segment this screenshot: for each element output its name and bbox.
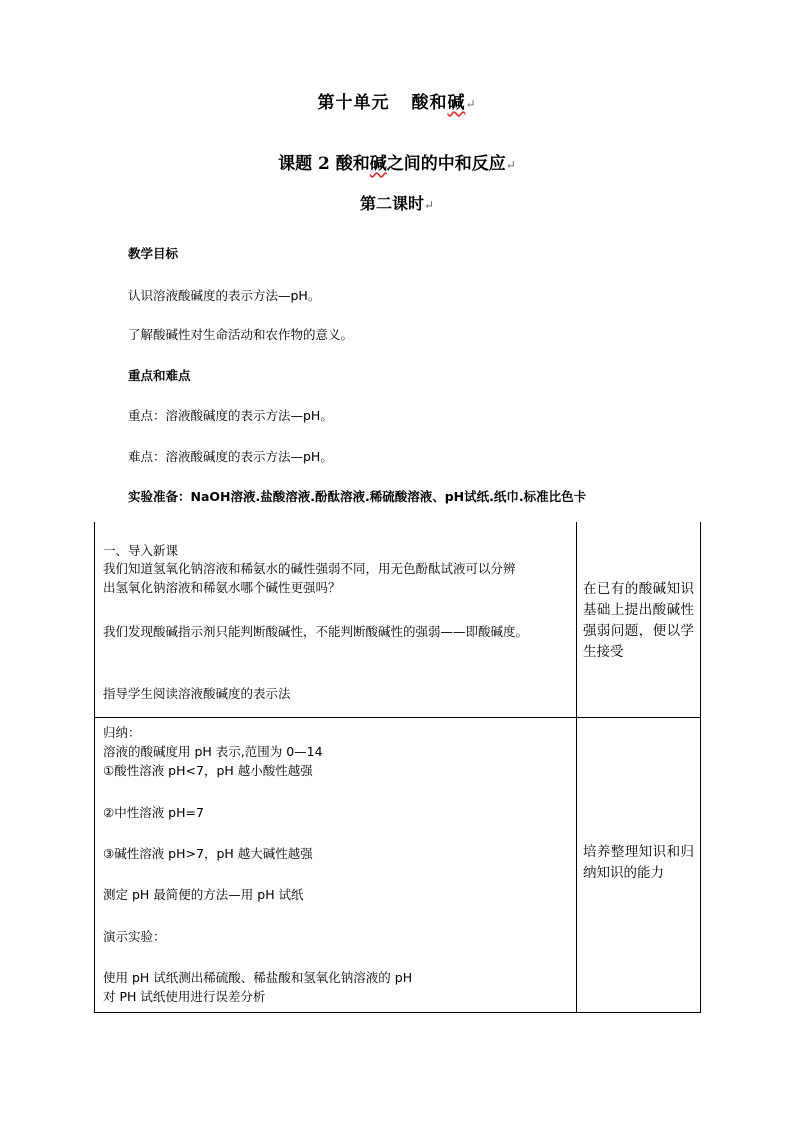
row2-line: 归纳： (103, 725, 141, 740)
table-row (95, 522, 701, 718)
row2-side-note: 培养整理知识和归纳知识的能力 (583, 844, 694, 881)
lesson-name: 酸和 (335, 154, 370, 174)
objective-2: 了解酸碱性对生命活动和农作物的意义。 (128, 327, 354, 342)
materials: 实验准备：NaOH溶液.盐酸溶液.酚酞溶液.稀硫酸溶液、pH试纸.纸巾.标准比色卡 (128, 489, 587, 504)
paragraph-mark: ↵ (423, 198, 435, 212)
unit-name: 酸和 (411, 93, 448, 113)
paragraph-mark: ↵ (505, 158, 516, 172)
key-heading: 重点和难点 (128, 368, 191, 383)
row2-line: 溶液的酸碱度用 pH 表示,范围为 0—14 (103, 744, 323, 759)
period-title (0, 191, 794, 214)
lesson-table (94, 522, 700, 1012)
row2-line: ②中性溶液 pH=7 (103, 805, 204, 820)
row2-line: 测定 pH 最简便的方法—用 pH 试纸 (103, 887, 304, 902)
row2-line: 使用 pH 试纸测出稀硫酸、稀盐酸和氢氧化钠溶液的 pH (103, 970, 413, 985)
key-point: 重点：溶液酸碱度的表示方法—pH。 (128, 408, 333, 423)
unit-prefix: 第十单元 (317, 93, 390, 113)
unit-name-marked: 碱 (447, 93, 466, 113)
lesson-name-rest: 之间的中和反应 (386, 154, 506, 174)
lesson-name-marked: 碱 (369, 154, 387, 174)
row2-line: 演示实验： (103, 929, 166, 944)
lesson-title (0, 149, 794, 174)
row2-line: ①酸性溶液 pH<7，pH 越小酸性越强 (103, 763, 313, 778)
table-row (95, 718, 701, 1013)
difficult-point: 难点：溶液酸碱度的表示方法—pH。 (128, 449, 333, 464)
period-text: 第二课时 (359, 194, 424, 213)
row2-line: 对 PH 试纸使用进行误差分析 (103, 989, 266, 1004)
objective-1: 认识溶液酸碱度的表示方法—pH。 (128, 288, 321, 303)
table-cell-main (95, 718, 577, 1013)
table-cell-side (577, 522, 701, 718)
objectives-heading: 教学目标 (128, 246, 179, 261)
table-cell-main (95, 522, 577, 718)
row1-line: 指导学生阅读溶液酸碱度的表示法 (103, 686, 291, 701)
row1-line: 一、导入新课 (103, 543, 179, 558)
paragraph-mark: ↵ (465, 97, 477, 111)
row2-line: ③碱性溶液 pH>7，pH 越大碱性越强 (103, 846, 313, 861)
lesson-table-grid (94, 522, 701, 1013)
row1-line: 我们发现酸碱指示剂只能判断酸碱性，不能判断酸碱性的强弱——即酸碱度。 (103, 624, 529, 639)
lesson-prefix: 课题 2 (278, 154, 330, 174)
row1-side-note: 在已有的酸碱知识基础上提出酸碱性强弱问题，便以学生接受 (583, 581, 694, 660)
row1-line: 我们知道氢氧化钠溶液和稀氨水的碱性强弱不同，用无色酚酞试液可以分辨 (103, 561, 516, 576)
unit-title (0, 88, 794, 113)
row1-line: 出氢氧化钠溶液和稀氨水哪个碱性更强吗？ (103, 580, 341, 595)
table-cell-side (577, 718, 701, 1013)
